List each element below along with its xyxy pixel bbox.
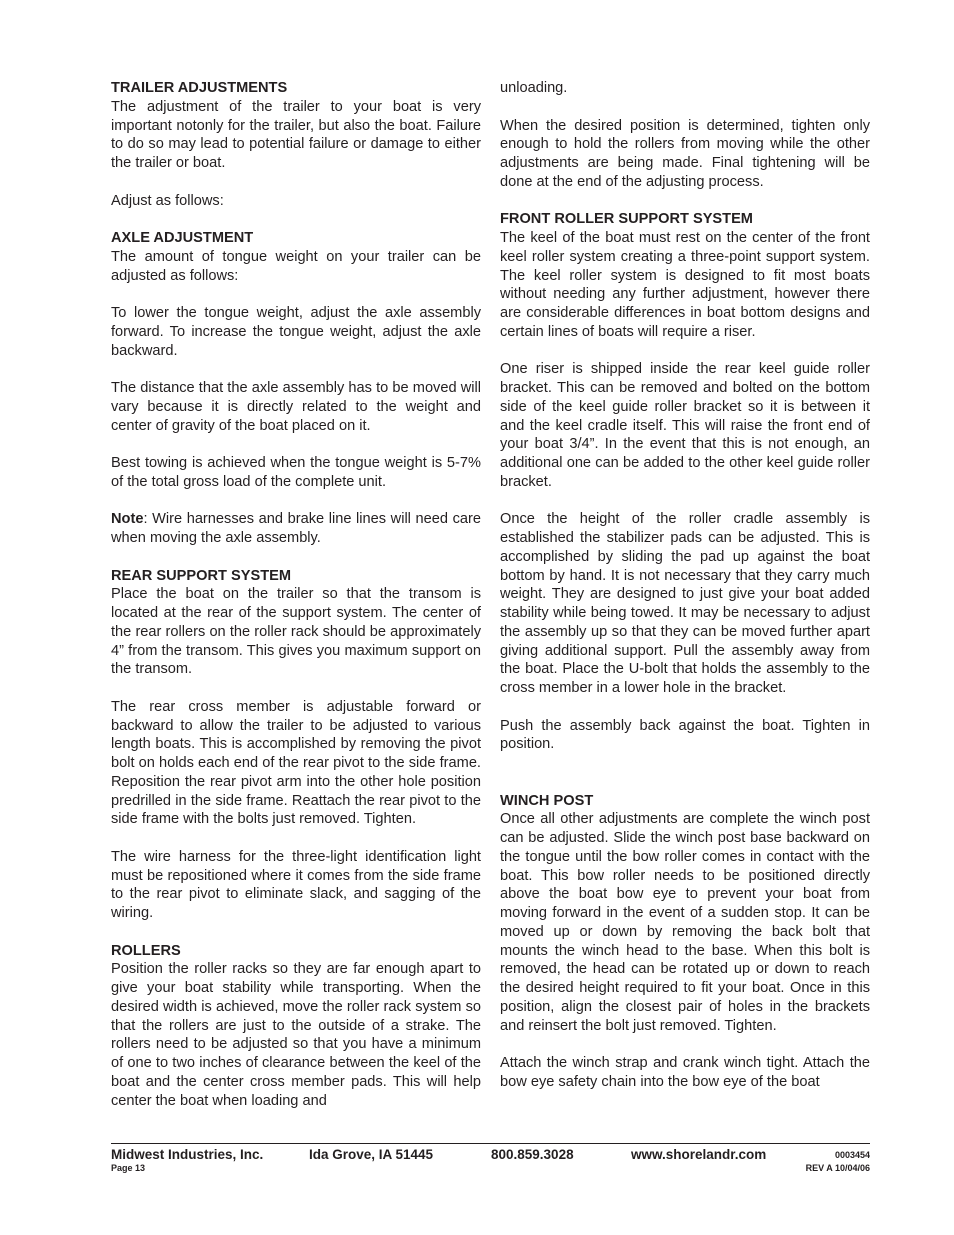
winch-paragraph-2: Attach the winch strap and crank winch tight. Attach the bow eye safety chain into the bow eye of the boat <box>500 1055 870 1090</box>
trailer-paragraph-1: The adjustment of the trailer to your boat is very important notonly for the trailer, but also the boat. Failure to do so may lead to potential failure or damage to either the trailer or boat. <box>111 98 481 171</box>
right-column <box>500 79 870 1092</box>
footer-revision: REV A 10/04/06 <box>805 1163 870 1173</box>
left-column <box>111 79 481 1110</box>
axle-paragraph-3: The distance that the axle assembly has to be moved will vary because it is directly related to the weight and center of gravity of the boat placed on it. <box>111 380 481 434</box>
continued-paragraph-2: When the desired position is determined, tighten only enough to hold the rollers from moving while the other adjustments are being made. Final tightening will be done at the end of the adjusting process. <box>500 117 870 190</box>
rear-support-heading: REAR SUPPORT SYSTEM <box>111 567 292 584</box>
rear-paragraph-1: Place the boat on the trailer so that the transom is located at the rear of the support system. The center of the rear rollers on the roller rack should be approximately 4” from the transom. This gives you maximum support on the transom. <box>111 586 481 678</box>
note-paragraph <box>111 510 481 548</box>
trailer-adjustments-heading: TRAILER ADJUSTMENTS <box>111 80 288 96</box>
rollers-paragraph-1: Position the roller racks so they are far enough apart to give your boat stability while transporting. When the desired width is achieved, move the roller rack system so that the rollers are just to the outside of a strake. The rollers need to be adjusted so that you have a minimum of one to two inches of clearance between the keel of the boat and the center cross member pads. This will help center the boat when loading and <box>111 961 481 1109</box>
front-roller-heading: FRONT ROLLER SUPPORT SYSTEM <box>500 211 753 228</box>
section-spacer <box>500 773 870 792</box>
rear-paragraph-3: The wire harness for the three-light identification light must be repositioned where it comes from the side frame to the rear pivot to eliminate slack, and sagging of the wiring. <box>111 848 481 921</box>
front-paragraph-4: Push the assembly back against the boat. Tighten in position. <box>500 717 870 753</box>
winch-paragraph-1: Once all other adjustments are complete the winch post can be adjusted. Slide the winch post base backward on the tongue until the bow roller comes in contact with the boat. This bow roller needs to be positioned directly above the boat bow eye to prevent your boat from moving forward in the event of a sudden stop. It can be moved up or down by removing the back bolt that mounts the winch head to the base. When this bolt is removed, the head can be rotated up or down to reach the desired height required to fit your boat. Once in this position, align the closest pair of holes in the brackets and reinsert the bolt just removed. Tighten. <box>500 811 870 1034</box>
footer-company: Midwest Industries, Inc. <box>111 1147 264 1162</box>
footer-website: www.shorelandr.com <box>631 1147 767 1162</box>
note-text: : Wire harnesses and brake line lines will need care when moving the axle assembly. <box>111 511 481 546</box>
front-paragraph-3: Once the height of the roller cradle assembly is established the stabilizer pads can be adjusted. This is accomplished by sliding the pad up against the boat bottom by hand. It is not necessary that they carry much weight. They are designed to just give your boat added stability while being towed. It may be necessary to adjust the assembly up so that they can be moved further apart giving additional support. Pull the assembly away from the boat. Place the U-bolt that holds the assembly to the cross member in a lower hole in the bracket. <box>500 511 870 696</box>
axle-adjustment-heading: AXLE ADJUSTMENT <box>111 230 254 246</box>
footer-address: Ida Grove, IA 51445 <box>309 1147 434 1162</box>
note-label: Note <box>111 511 144 528</box>
footer-divider <box>111 1143 870 1144</box>
front-paragraph-1: The keel of the boat must rest on the center of the front keel roller system creating a three-point support system. The keel roller system is designed to fit most boats without needing any further adjustment, however there are considerable differences in boat bottom designs and certain lines of boats will require a riser. <box>500 230 870 340</box>
trailer-paragraph-2: Adjust as follows: <box>111 192 224 209</box>
front-paragraph-2: One riser is shipped inside the rear keel guide roller bracket. This can be removed and bolted on the bottom side of the keel guide roller bracket so it is between it and the keel cradle itself. This will raise the front end of your boat 3/4”. In the event that this is not enough, an additional one can be added to the other keel guide roller bracket. <box>500 361 870 490</box>
rollers-heading: ROLLERS <box>111 942 181 959</box>
winch-post-heading: WINCH POST <box>500 792 594 809</box>
continued-paragraph-1: unloading. <box>500 80 568 96</box>
footer-phone: 800.859.3028 <box>491 1147 574 1162</box>
footer-page-number: Page 13 <box>111 1163 146 1173</box>
rear-paragraph-2: The rear cross member is adjustable forward or backward to allow the trailer to be adjusted to various length boats. This is accomplished by removing the pivot bolt on holds each end of the rear pivot to the side frame. Reposition the rear pivot arm into the other hole position predrilled in the side frame. Reattach the rear pivot to the side frame with the bolts just removed. Tighten. <box>111 698 481 828</box>
axle-paragraph-1: The amount of tongue weight on your trailer can be adjusted as follows: <box>111 248 481 284</box>
axle-paragraph-4: Best towing is achieved when the tongue weight is 5-7% of the total gross load of the complete unit. <box>111 455 481 490</box>
footer-document-number: 0003454 <box>834 1150 870 1160</box>
axle-paragraph-2: To lower the tongue weight, adjust the axle assembly forward. To increase the tongue weight, adjust the axle backward. <box>111 305 481 359</box>
